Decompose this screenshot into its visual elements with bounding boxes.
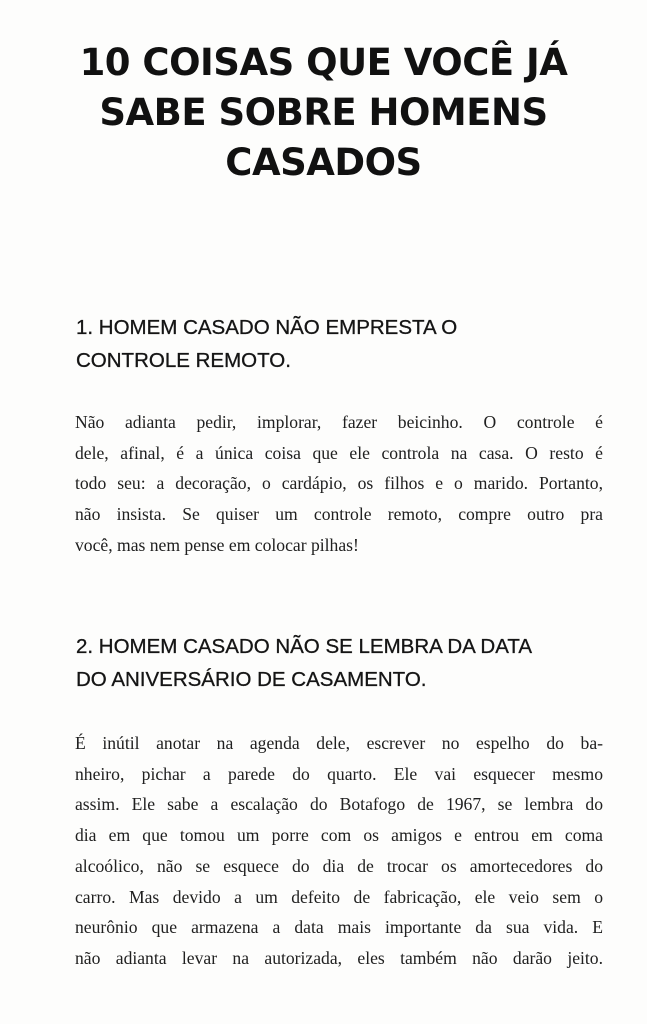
section-paragraph-2 <box>75 728 603 974</box>
paragraph-line: não adianta levar na autorizada, eles também não darão jeito. <box>75 947 603 968</box>
paragraph-line: carro. Mas devido a um defeito de fabricação, ele veio sem o <box>75 886 603 907</box>
heading-line: 1. HOMEM CASADO NÃO EMPRESTA O <box>76 316 458 339</box>
page-title <box>30 38 617 188</box>
paragraph-line: não insista. Se quiser um controle remoto, compre outro pra <box>75 504 603 525</box>
paragraph-line: dia em que tomou um porre com os amigos e entrou em coma <box>75 825 603 846</box>
title-line: SABE SOBRE HOMENS <box>99 91 548 134</box>
section-heading-2 <box>76 630 596 696</box>
paragraph-line: você, mas nem pense em colocar pilhas! <box>75 534 359 555</box>
paragraph-line: neurônio que armazena a data mais importante da sua vida. E <box>75 917 603 938</box>
paragraph-line: É inútil anotar na agenda dele, escrever no espelho do ba- <box>75 733 603 753</box>
paragraph-line: dele, afinal, é a única coisa que ele controla na casa. O resto é <box>75 442 603 463</box>
paragraph-line: nheiro, pichar a parede do quarto. Ele vai esquecer mesmo <box>75 763 603 784</box>
paragraph-line: Não adianta pedir, implorar, fazer beicinho. O controle é <box>75 412 603 432</box>
heading-line: CONTROLE REMOTO. <box>76 349 291 372</box>
heading-line: DO ANIVERSÁRIO DE CASAMENTO. <box>76 668 427 691</box>
section-paragraph-1 <box>75 407 603 561</box>
title-line: 10 COISAS QUE VOCÊ JÁ <box>79 41 568 84</box>
title-line: CASADOS <box>225 141 422 184</box>
paragraph-line: todo seu: a decoração, o cardápio, os filhos e o marido. Portanto, <box>75 473 603 494</box>
paragraph-line: assim. Ele sabe a escalação do Botafogo de 1967, se lembra do <box>75 794 603 815</box>
heading-line: 2. HOMEM CASADO NÃO SE LEMBRA DA DATA <box>76 635 533 658</box>
section-heading-1 <box>76 311 596 377</box>
paragraph-line: alcoólico, não se esquece do dia de trocar os amortecedores do <box>75 855 603 876</box>
